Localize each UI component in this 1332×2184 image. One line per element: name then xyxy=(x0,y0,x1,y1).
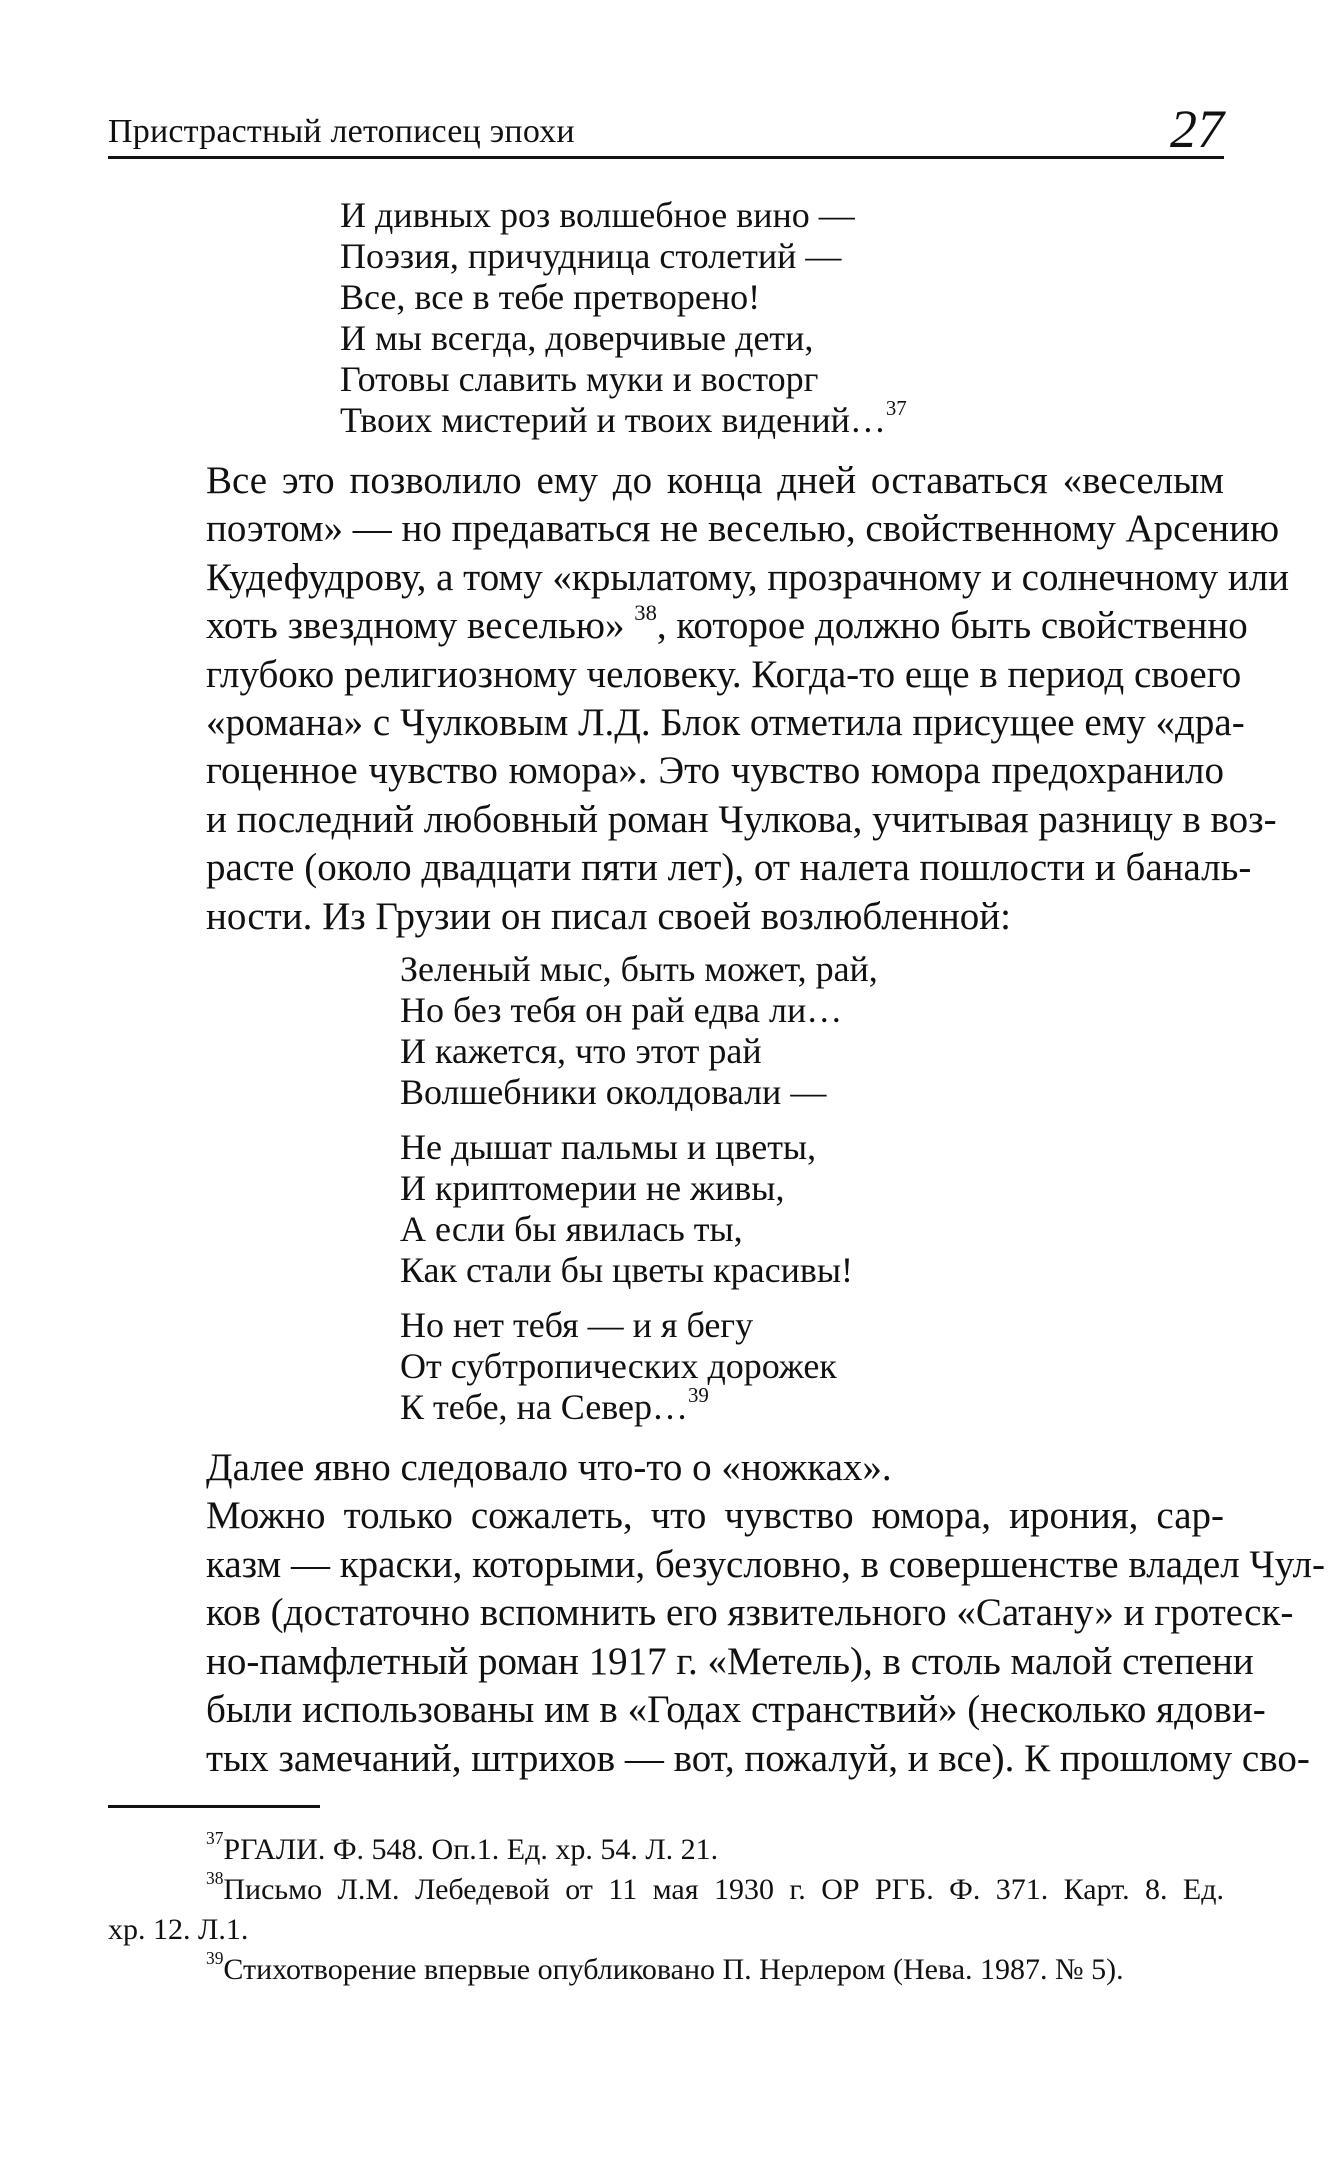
verse-line: От субтропических дорожек xyxy=(400,1346,837,1387)
text-segment: , которое должно быть свойственно xyxy=(656,604,1248,648)
page-header xyxy=(108,90,1224,159)
text-line: глубоко религиозному человеку. Когда-то еще в период своего xyxy=(206,652,1242,696)
footnote-text: РГАЛИ. Ф. 548. Оп.1. Ед. хр. 54. Л. 21. xyxy=(223,1832,719,1866)
text-line: и последний любовный роман Чулкова, учитывая разницу в воз- xyxy=(206,797,1277,841)
text-line: были использованы им в «Годах странствий» (несколько ядови- xyxy=(206,1688,1266,1732)
verse-line: Но нет тебя — и я бегу xyxy=(400,1305,754,1346)
footnote-line xyxy=(206,1830,1224,1870)
footnotes xyxy=(108,1830,1224,1990)
footnote-ref: 38 xyxy=(634,599,657,625)
footnote-number: 37 xyxy=(206,1828,224,1849)
text-line: «романа» с Чулковым Л.Д. Блок отметила присущее ему «дра- xyxy=(206,701,1245,745)
verse-line: И мы всегда, доверчивые дети, xyxy=(340,318,814,358)
footnote-ref: 37 xyxy=(885,395,907,420)
footnote-ref: 39 xyxy=(687,1382,709,1407)
running-title: Пристрастный летописец эпохи xyxy=(108,113,575,150)
verse-line: И кажется, что этот рай xyxy=(400,1031,762,1072)
verse-line-text: К тебе, на Север… xyxy=(400,1387,688,1428)
paragraph xyxy=(108,1492,1325,1782)
verse-line: Волшебники околдовали — xyxy=(400,1072,827,1113)
footnote-number: 39 xyxy=(206,1948,224,1969)
text-line: Далее явно следовало что-то о «ножках». xyxy=(206,1446,892,1490)
verse-line: Но без тебя он рай едва ли… xyxy=(400,990,843,1031)
verse-line: Зеленый мыс, быть может, рай, xyxy=(400,949,878,990)
text-line-with-note xyxy=(108,599,1248,650)
verse-line-text: Твоих мистерий и твоих видений… xyxy=(340,400,886,440)
text-line: гоценное чувство юмора». Это чувство юмора предохранило xyxy=(206,749,1224,793)
footnote-line xyxy=(206,1950,1224,1990)
verse-line: Готовы славить муки и восторг xyxy=(340,359,819,399)
text-line: Все это позволило ему до конца дней оставаться «веселым xyxy=(206,459,1224,502)
verse-line: И дивных роз волшебное вино — xyxy=(340,195,855,235)
verse-line: Не дышат пальмы и цветы, xyxy=(400,1127,817,1168)
verse-line: Поэзия, причудница столетий — xyxy=(340,236,842,276)
text-line: расте (около двадцати пяти лет), от налета пошлости и баналь- xyxy=(206,846,1252,890)
footnote xyxy=(108,1830,1224,1870)
verse-line: Как стали бы цветы красивы! xyxy=(400,1250,854,1291)
footnote-line xyxy=(206,1870,1224,1910)
text-segment: хоть звездному веселью» xyxy=(206,604,625,648)
footnote-line: хр. 12. Л.1. xyxy=(108,1912,249,1946)
book-page xyxy=(108,90,1325,1990)
verse-line: Все, все в тебе претворено! xyxy=(340,277,761,317)
paragraph xyxy=(108,1444,1224,1492)
page-number: 27 xyxy=(1170,99,1224,159)
poem-excerpt-1 xyxy=(340,195,1224,441)
text-line: ности. Из Грузии он писал своей возлюбленной: xyxy=(206,894,1011,938)
text-line: но-памфлетный роман 1917 г. «Метель), в столь малой степени xyxy=(206,1639,1254,1683)
footnote xyxy=(108,1950,1224,1990)
stanza xyxy=(400,1127,1224,1291)
text-line: Кудефудрову, а тому «крылатому, прозрачному и солнечному или xyxy=(206,555,1290,599)
footnote xyxy=(108,1870,1224,1950)
footnote-text: Стихотворение впервые опубликовано П. Нерлером (Нева. 1987. № 5). xyxy=(223,1952,1124,1986)
footnote-number: 38 xyxy=(206,1868,224,1889)
poem-excerpt-2 xyxy=(400,949,1224,1428)
verse-line: И криптомерии не живы, xyxy=(400,1168,785,1209)
verse-line: А если бы явилась ты, xyxy=(400,1209,743,1250)
stanza xyxy=(400,949,1224,1113)
text-line: поэтом» — но предаваться не веселью, свойственному Арсению xyxy=(206,507,1280,551)
stanza xyxy=(400,1305,1224,1428)
text-line: ков (достаточно вспомнить его язвительного «Сатану» и гротеск- xyxy=(206,1591,1294,1635)
verse-line-last xyxy=(400,1382,1224,1428)
text-line: Можно только сожалеть, что чувство юмора, ирония, сар- xyxy=(206,1494,1224,1538)
text-line: тых замечаний, штрихов — вот, пожалуй, и все). К прошлому сво- xyxy=(206,1736,1310,1780)
footnote-separator xyxy=(108,1805,320,1808)
text-line: казм — краски, которыми, безусловно, в совершенстве владел Чул- xyxy=(206,1542,1325,1586)
paragraph xyxy=(108,457,1290,941)
verse-line-last xyxy=(340,395,1224,441)
footnote-text: Письмо Л.М. Лебедевой от 11 мая 1930 г. ОР РГБ. Ф. 371. Карт. 8. Ед. xyxy=(223,1872,1224,1906)
